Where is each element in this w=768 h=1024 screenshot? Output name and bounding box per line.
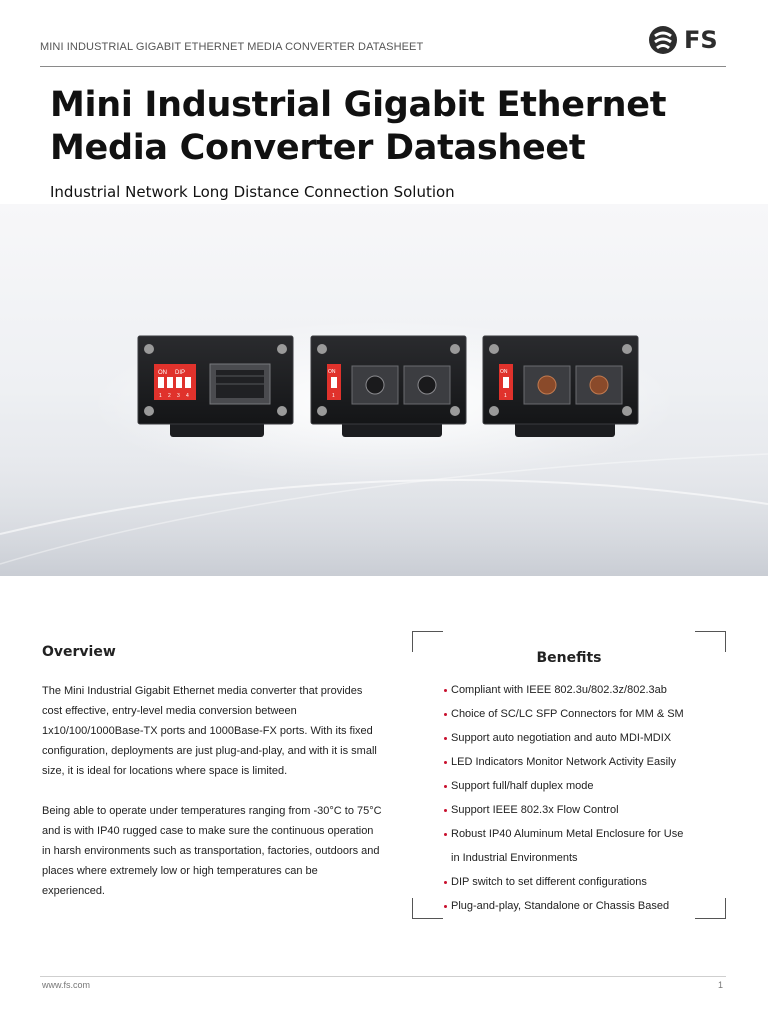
dip-num-2: 2 (168, 393, 171, 399)
benefit-item: Plug-and-play, Standalone or Chassis Based (444, 894, 724, 918)
overview-title: Overview (42, 644, 116, 660)
benefit-item: Compliant with IEEE 802.3u/802.3z/802.3ab (444, 678, 724, 702)
dip-num-4: 4 (186, 393, 189, 399)
page-title: Mini Industrial Gigabit Ethernet Media Converter Datasheet (50, 85, 667, 168)
corner-bracket (695, 631, 726, 652)
device-sc-converter (311, 336, 466, 437)
dip-num: 1 (332, 393, 335, 399)
dip-on-label: ON (158, 370, 167, 376)
fs-logo (648, 25, 720, 55)
benefit-item: Robust IP40 Aluminum Metal Enclosure for Use (444, 822, 724, 846)
benefit-item: Support auto negotiation and auto MDI-MDIX (444, 726, 724, 750)
benefits-list (444, 678, 724, 918)
corner-bracket (412, 898, 443, 919)
footer-website-link[interactable]: www.fs.com (42, 980, 91, 990)
dip-on-label: ON (328, 369, 336, 375)
fs-logo-text: FS (684, 26, 718, 54)
device-sfp-converter (138, 336, 293, 437)
dip-on-label: ON (500, 369, 508, 375)
overview-paragraph-2: Being able to operate under temperatures ranging from -30°C to 75°C and is with IP40 rugged case to make sure the continuous operation in harsh environments such as transportation, factories, outdoors and places where extremely low or high temperatures can be experienced. (42, 805, 382, 897)
dip-num: 1 (504, 393, 507, 399)
benefit-item: Support IEEE 802.3x Flow Control (444, 798, 724, 822)
header-divider (40, 66, 726, 67)
overview-paragraph-1: The Mini Industrial Gigabit Ethernet media converter that provides cost effective, entry-level media conversion between 1x10/100/1000Base-TX ports and 1000Base-FX ports. With its fixed configuration, deployments are just plug-and-play, and with it is small size, it is ideal for locations where space is limited. (42, 685, 377, 777)
benefit-item: Choice of SC/LC SFP Connectors for MM & SM (444, 702, 724, 726)
benefit-item: LED Indicators Monitor Network Activity Easily (444, 750, 724, 774)
benefits-title: Benefits (536, 650, 602, 666)
dip-num-1: 1 (159, 393, 162, 399)
device-copper-converter (483, 336, 638, 437)
benefits-panel (412, 631, 726, 919)
header-doc-label: MINI INDUSTRIAL GIGABIT ETHERNET MEDIA CONVERTER DATASHEET (40, 41, 424, 53)
page-subtitle: Industrial Network Long Distance Connection Solution (50, 183, 455, 201)
footer-divider (40, 976, 726, 977)
hero-illustration (0, 204, 768, 576)
dip-label: DIP (175, 370, 186, 376)
page-number: 1 (718, 980, 724, 990)
dip-num-3: 3 (177, 393, 180, 399)
benefit-item-continuation: in Industrial Environments (451, 852, 578, 864)
corner-bracket (412, 631, 443, 652)
benefit-item: DIP switch to set different configurations (444, 870, 724, 894)
fs-logo-icon (648, 25, 678, 55)
benefit-item: Support full/half duplex mode (444, 774, 724, 798)
hero-product-image (0, 204, 768, 576)
